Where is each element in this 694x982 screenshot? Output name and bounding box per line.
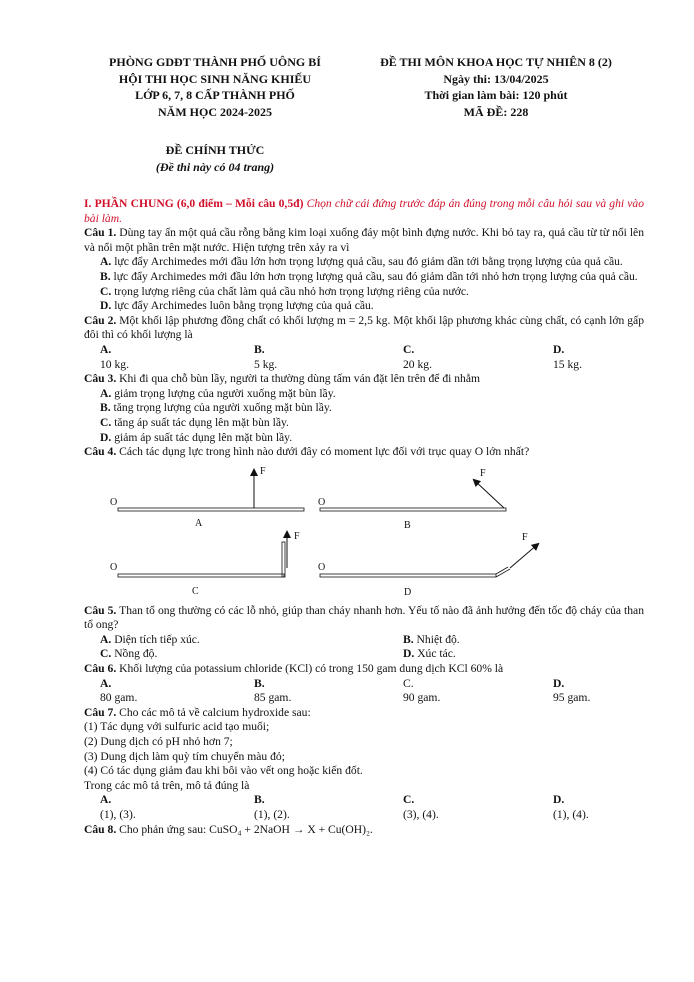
question-8 <box>84 823 644 838</box>
pivot-label: O <box>318 561 326 573</box>
option-label: C. <box>403 793 415 807</box>
question-text: Cách tác dụng lực trong hình nào dưới đây có moment lực đối với trục quay O lớn nhất? <box>119 445 530 459</box>
moment-diagram <box>84 464 644 600</box>
option-a <box>100 677 254 706</box>
header-left-line: HỘI THI HỌC SINH NĂNG KHIẾU <box>118 71 312 86</box>
option-b <box>254 343 403 372</box>
header-right-line: MÃ ĐỀ: 228 <box>463 104 529 119</box>
force-arrow <box>474 480 504 508</box>
option-text: giảm trọng lượng của người xuống mặt bùn lầy. <box>114 386 336 400</box>
force-arrow <box>510 544 538 568</box>
moment-figure <box>84 464 644 600</box>
option-text: lực đẩy Archimedes mới đầu lớn hơn trọng lượng quả cầu, sau đó giảm dần tới bằng trọng lượng của quả cầu. <box>114 255 623 269</box>
lever-bar <box>320 508 506 511</box>
option-text: 20 kg. <box>403 357 432 371</box>
option-text: 85 gam. <box>254 691 292 705</box>
option-label: A. <box>100 676 112 690</box>
option-text: giảm áp suất tác dụng lên mặt bùn lầy. <box>114 430 293 444</box>
option-text: (1), (4). <box>553 808 589 821</box>
header-exam-info <box>348 54 644 120</box>
option-label: D. <box>100 430 112 444</box>
option-label: C. <box>100 647 112 661</box>
options-row <box>84 793 644 822</box>
option-d <box>553 793 589 822</box>
lever-bar <box>118 574 284 577</box>
official-title: ĐỀ CHÍNH THỨC <box>165 143 265 157</box>
section-instruction: Chọn chữ cái đứng trước đáp án đúng trong mỗi câu hỏi sau và ghi vào bài làm. <box>84 197 644 225</box>
question-1 <box>84 226 644 255</box>
question-label: Câu 2. <box>84 313 117 327</box>
option-d <box>84 431 644 446</box>
pivot-label: O <box>318 496 326 508</box>
option-d <box>553 343 582 372</box>
option-label: C. <box>100 284 112 298</box>
option-label: C. <box>100 415 112 429</box>
header-left-line: PHÒNG GDĐT THÀNH PHỐ UÔNG BÍ <box>109 55 321 69</box>
option-a <box>100 633 403 648</box>
panel-c <box>110 531 300 597</box>
option-text: (1), (3). <box>100 808 136 821</box>
panel-label: B <box>404 519 411 531</box>
options-row <box>84 647 644 662</box>
question-text: Khối lượng của potassium chloride (KCl) có trong 150 gam dung dịch KCl 60% là <box>119 662 504 676</box>
question-text: Dùng tay ấn một quả cầu rỗng bằng kim loại xuống đáy một bình đựng nước. Khi bỏ tay ra, quả cầu từ từ nổi lên và nổi một phần trên mặt nước. Hiện tượng trên xảy ra vì <box>84 226 644 254</box>
option-label: A. <box>100 342 112 356</box>
option-text: trọng lượng riêng của chất làm quả cầu nhỏ hơn trọng lượng riêng của nước. <box>114 284 469 298</box>
option-a <box>100 793 254 822</box>
option-label: D. <box>553 676 565 690</box>
question-text: Khi đi qua chỗ bùn lầy, người ta thường dùng tấm ván đặt lên trên để đi nhằm <box>119 372 480 386</box>
option-a <box>100 343 254 372</box>
option-label: B. <box>100 401 111 415</box>
question-2 <box>84 314 644 343</box>
option-text: 95 gam. <box>553 691 591 705</box>
option-label: A. <box>100 255 112 269</box>
option-label: B. <box>254 676 265 690</box>
option-text: Nhiệt độ. <box>416 632 460 646</box>
panel-label: C <box>192 585 199 597</box>
option-label: A. <box>100 632 112 646</box>
option-d <box>553 677 590 706</box>
lever-bar <box>320 574 496 577</box>
options-row <box>84 633 644 648</box>
option-b <box>403 633 460 648</box>
section-heading <box>84 197 644 226</box>
option-b <box>254 677 403 706</box>
option-d <box>403 647 456 662</box>
question-label: Câu 8. <box>84 822 117 836</box>
option-text: lực đẩy Archimedes luôn bằng trọng lượng của quả cầu. <box>114 299 374 313</box>
panel-label: D <box>404 586 412 598</box>
option-c <box>100 647 403 662</box>
force-label: F <box>294 530 300 542</box>
option-d <box>84 299 644 314</box>
option-c <box>403 793 553 822</box>
option-text: 10 kg. <box>100 357 129 371</box>
options-row <box>84 343 644 372</box>
option-text: 15 kg. <box>553 357 582 371</box>
pivot-label: O <box>110 561 118 573</box>
option-label: B. <box>254 342 265 356</box>
options-row <box>84 677 644 706</box>
panel-label: A <box>195 517 203 529</box>
question-6 <box>84 662 644 677</box>
option-label: D. <box>553 793 565 807</box>
option-label: C. <box>403 342 415 356</box>
question-label: Câu 1. <box>84 226 117 240</box>
question-3 <box>84 372 644 387</box>
option-a <box>84 255 644 270</box>
option-label: B. <box>254 793 265 807</box>
option-label: A. <box>100 386 112 400</box>
question-label: Câu 6. <box>84 662 117 676</box>
official-block <box>84 142 346 176</box>
question-text: Than tổ ong thường có các lỗ nhỏ, giúp than cháy nhanh hơn. Yếu tố nào đã ảnh hưởng đến tốc độ cháy của than tổ ong? <box>84 603 644 632</box>
option-text: 5 kg. <box>254 357 278 371</box>
question-label: Câu 7. <box>84 705 117 719</box>
header-left-line: LỚP 6, 7, 8 CẤP THÀNH PHỐ <box>135 88 295 102</box>
option-label: B. <box>100 269 111 283</box>
section-title: I. PHẦN CHUNG (6,0 điểm – Mỗi câu 0,5đ) <box>84 197 304 210</box>
option-label: A. <box>100 793 112 807</box>
question-text: Cho phản ứng sau: CuSO₄ + 2NaOH → X + Cu(OH)₂. <box>119 822 373 836</box>
header-left-line: NĂM HỌC 2024-2025 <box>158 104 272 119</box>
option-label: D. <box>100 299 112 313</box>
question-label: Câu 3. <box>84 372 117 386</box>
option-text: lực đẩy Archimedes mới đầu lớn hơn trọng lượng quả cầu, sau đó giảm dần tới nhỏ hơn trọng lượng của quả cầu. <box>113 269 638 283</box>
option-b <box>84 401 644 416</box>
lever-tip <box>496 567 508 574</box>
page-count-note: (Đề thi này có 04 trang) <box>155 160 275 174</box>
option-label: D. <box>403 647 415 661</box>
header-organization <box>84 54 346 120</box>
header-right-line: Thời gian làm bài: 120 phút <box>424 88 568 102</box>
statement-item: (4) Có tác dụng giảm đau khi bôi vào vết ong hoặc kiến đốt. <box>84 764 363 778</box>
panel-d <box>318 532 538 598</box>
question-label: Câu 5. <box>84 603 117 617</box>
question-prompt: Trong các mô tả trên, mô tả đúng là <box>84 778 250 792</box>
lever-arm <box>282 542 285 577</box>
option-text: Diện tích tiếp xúc. <box>114 632 200 646</box>
option-label: C. <box>403 676 414 690</box>
statement-item: (3) Dung dịch làm quỳ tím chuyển màu đỏ; <box>84 749 285 763</box>
option-text: 80 gam. <box>100 691 138 705</box>
question-4 <box>84 445 644 460</box>
statement-item: (2) Dung dịch có pH nhỏ hơn 7; <box>84 735 233 749</box>
force-label: F <box>480 467 486 479</box>
force-label: F <box>522 531 528 543</box>
panel-b <box>318 468 506 531</box>
option-text: (3), (4). <box>403 808 439 821</box>
lever-bar <box>118 508 304 511</box>
question-text: Cho các mô tả về calcium hydroxide sau: <box>119 705 311 719</box>
question-7 <box>84 706 644 721</box>
option-text: tăng áp suất tác dụng lên mặt bùn lầy. <box>114 415 289 429</box>
exam-content <box>84 197 644 837</box>
question-5 <box>84 604 644 633</box>
option-c <box>403 343 553 372</box>
question-label: Câu 4. <box>84 445 117 459</box>
header-right-line: Ngày thi: 13/04/2025 <box>443 71 549 86</box>
option-text: (1), (2). <box>254 808 290 821</box>
option-b <box>254 793 403 822</box>
statement-item: (1) Tác dụng với sulfuric acid tạo muối; <box>84 720 270 734</box>
panel-a <box>110 466 304 529</box>
option-b <box>84 270 644 285</box>
option-text: tăng trọng lượng của người xuống mặt bùn lầy. <box>113 401 332 415</box>
option-c <box>84 285 644 300</box>
option-a <box>84 387 644 402</box>
option-label: B. <box>403 632 414 646</box>
option-text: Xúc tác. <box>417 647 456 661</box>
header-right-line: ĐỀ THI MÔN KHOA HỌC TỰ NHIÊN 8 (2) <box>380 55 612 69</box>
option-label: D. <box>553 342 565 356</box>
pivot-label: O <box>110 496 118 508</box>
option-text: 90 gam. <box>403 691 441 705</box>
question-text: Một khối lập phương đồng chất có khối lượng m = 2,5 kg. Một khối lập phương khác cùng chất, có cạnh lớn gấp đôi thì có khối lượng là <box>84 313 644 342</box>
option-c <box>84 416 644 431</box>
option-c <box>403 677 553 706</box>
option-text: Nồng độ. <box>114 647 158 661</box>
force-label: F <box>260 465 266 477</box>
